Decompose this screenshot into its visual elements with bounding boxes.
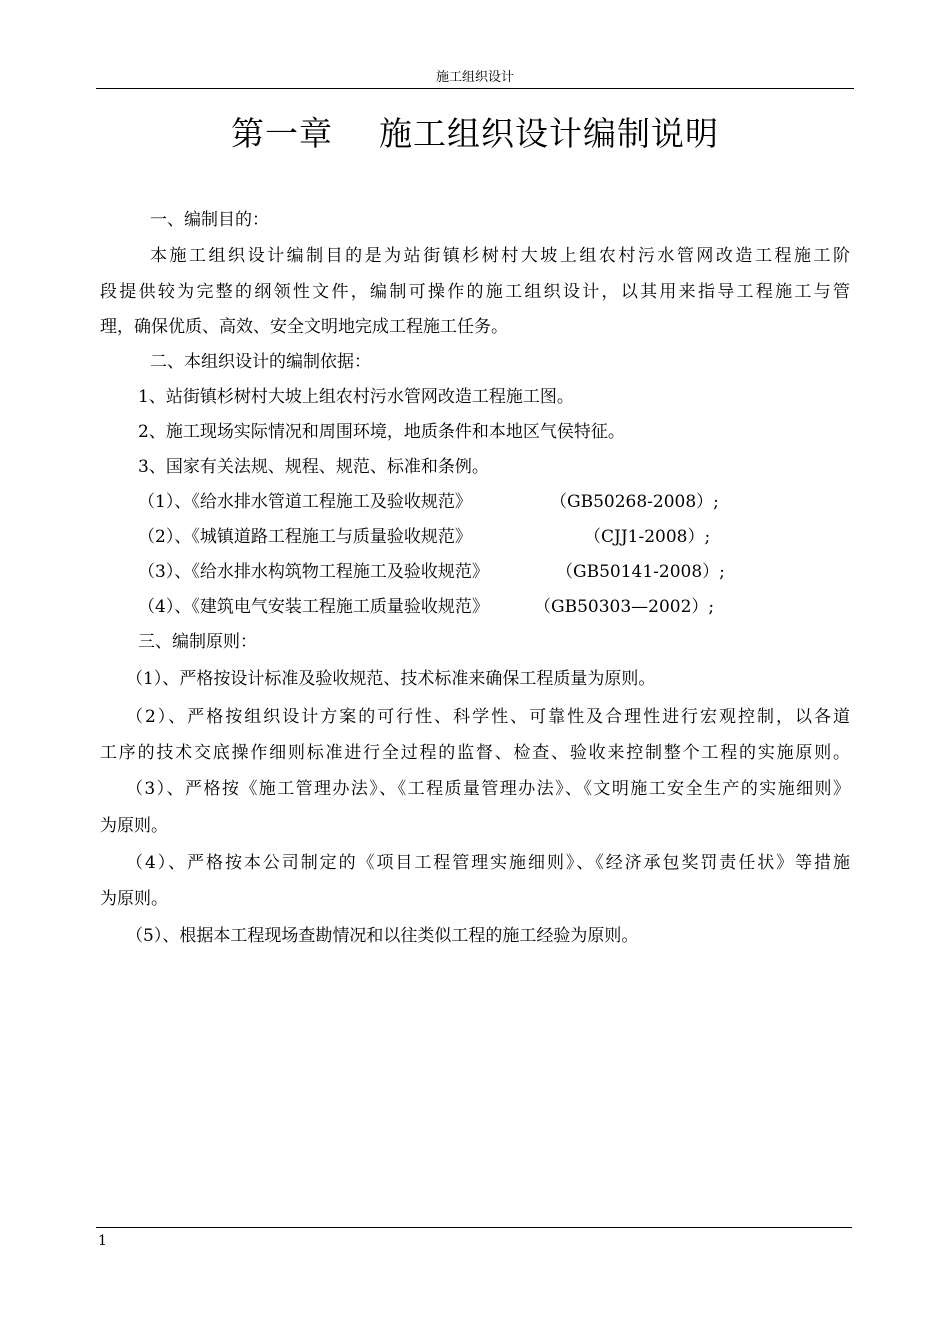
footer-divider xyxy=(96,1227,852,1228)
standard-name: （4）、《建筑电气安装工程施工质量验收规范》 xyxy=(138,597,489,617)
header-divider xyxy=(96,88,854,89)
section-heading-principles: 三、编制原则： xyxy=(138,632,257,652)
principle-4-line-1: （4）、严格按本公司制定的《项目工程管理实施细则》、《经济承包奖罚责任状》等措施 xyxy=(126,853,850,873)
principle-3-line-1: （3）、严格按《施工管理办法》、《工程质量管理办法》、《文明施工安全生产的实施细则》 xyxy=(126,779,850,799)
purpose-paragraph-line-2: 段提供较为完整的纲领性文件，编制可操作的施工组织设计，以其用来指导工程施工与管 xyxy=(100,282,850,302)
standard-name: （2）、《城镇道路工程施工与质量验收规范》 xyxy=(138,527,472,547)
section-heading-basis: 二、本组织设计的编制依据： xyxy=(150,352,371,372)
purpose-paragraph-line-3: 理，确保优质、高效、安全文明地完成工程施工任务。 xyxy=(100,317,508,337)
principle-4-line-2: 为原则。 xyxy=(100,889,168,909)
principle-5: （5）、根据本工程现场查勘情况和以往类似工程的施工经验为原则。 xyxy=(126,926,639,946)
basis-item: 2、施工现场实际情况和周围环境，地质条件和本地区气侯特征。 xyxy=(138,422,625,442)
principle-1: （1）、严格按设计标准及验收规范、技术标准来确保工程质量为原则。 xyxy=(126,669,656,689)
principle-3-line-2: 为原则。 xyxy=(100,816,168,836)
principle-2-line-1: （2）、严格按组织设计方案的可行性、科学性、可靠性及合理性进行宏观控制，以各道 xyxy=(126,707,850,727)
section-heading-purpose: 一、编制目的： xyxy=(150,210,269,230)
standard-name: （3）、《给水排水构筑物工程施工及验收规范》 xyxy=(138,562,489,582)
standard-code: （GB50141-2008）; xyxy=(556,562,725,582)
standard-code: （CJJ1-2008）; xyxy=(584,527,711,547)
basis-item: 3、国家有关法规、规程、规范、标准和条例。 xyxy=(138,457,489,477)
standard-name: （1）、《给水排水管道工程施工及验收规范》 xyxy=(138,492,472,512)
standard-code: （GB50303—2002）; xyxy=(534,597,715,617)
running-header: 施工组织设计 xyxy=(435,70,514,85)
basis-item: 1、站街镇杉树村大坡上组农村污水管网改造工程施工图。 xyxy=(138,387,574,407)
page-number: 1 xyxy=(98,1233,107,1249)
purpose-paragraph-line-1: 本施工组织设计编制目的是为站街镇杉树村大坡上组农村污水管网改造工程施工阶 xyxy=(150,246,850,266)
standard-code: （GB50268-2008）; xyxy=(550,492,719,512)
principle-2-line-2: 工序的技术交底操作细则标准进行全过程的监督、检查、验收来控制整个工程的实施原则。 xyxy=(100,743,850,763)
chapter-title: 第一章 施工组织设计编制说明 xyxy=(231,114,719,153)
